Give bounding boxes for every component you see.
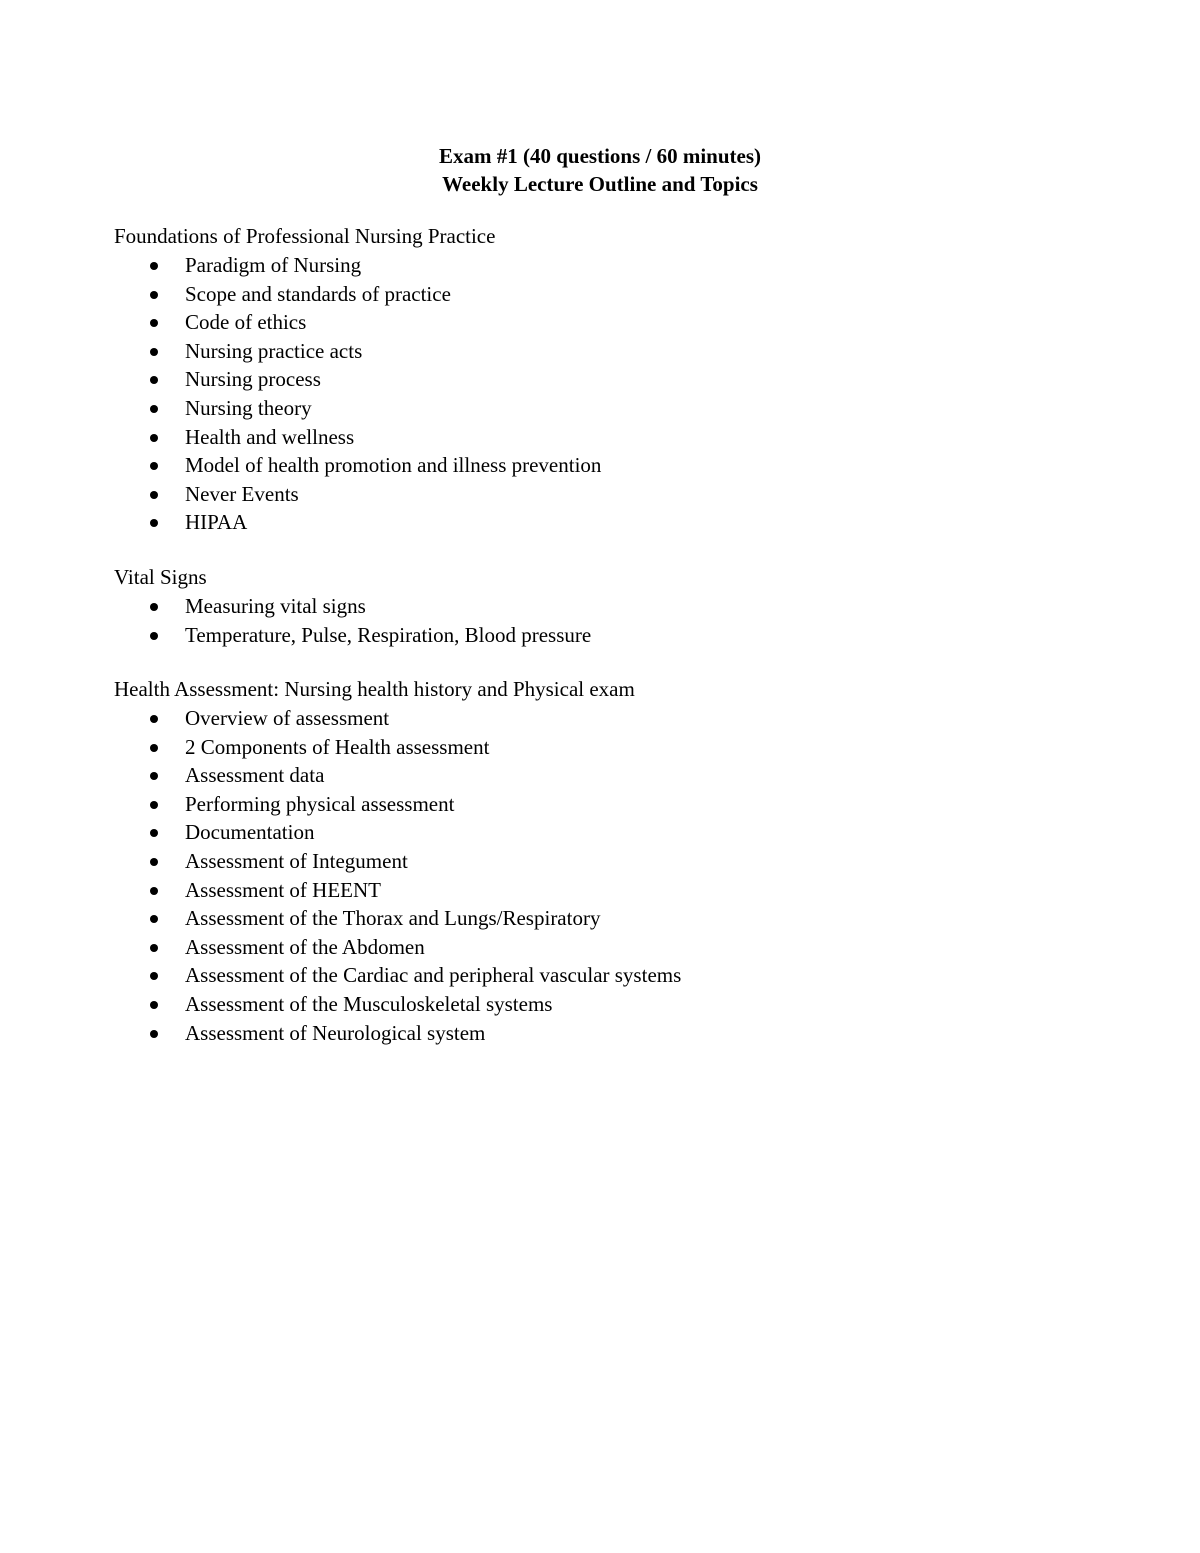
list-item-text: Paradigm of Nursing [185,253,362,277]
list-item-text: Measuring vital signs [185,594,366,618]
list-item [114,251,1114,280]
list-item [114,990,1114,1019]
bullet-icon [150,462,158,470]
bullet-icon [150,858,158,866]
list-item [114,365,1114,394]
list-item [114,423,1114,452]
list-item-text: Assessment of HEENT [185,877,381,902]
bullet-icon [150,772,158,780]
section-vital-signs [114,563,1114,649]
title-block [0,142,1200,198]
bullet-icon [150,944,158,952]
bullet-icon [150,262,158,270]
list-item-text: Assessment of the Thorax and Lungs/Respiratory [185,906,601,931]
bullet-icon [150,972,158,980]
list-item-text: 2 Components of Health assessment [185,734,490,759]
list-item-text: Assessment of the Musculoskeletal systems [185,991,553,1016]
bullet-icon [150,801,158,809]
bullet-icon [150,1030,158,1038]
list-item [114,790,1114,819]
list-item-text: Model of health promotion and illness prevention [185,453,602,478]
section-health-assessment [114,675,1114,1047]
list-item-text: Temperature, Pulse, Respiration, Blood pressure [185,622,592,647]
list-item-text: Documentation [185,820,315,845]
list-item-text: Health and wellness [185,424,355,449]
list-item [114,592,1114,621]
list-item [114,904,1114,933]
bullet-icon [150,405,158,413]
list-item-text: Overview of assessment [185,706,390,730]
list-item [114,480,1114,509]
list-item-text: Scope and standards of practice [185,281,451,306]
list-item [114,280,1114,309]
bullet-icon [150,632,158,640]
list-item-text: Assessment of the Abdomen [185,934,425,959]
list-item [114,876,1114,905]
bullet-icon [150,744,158,752]
bullet-icon [150,519,158,527]
bullet-icon [150,491,158,499]
list-item-text: Assessment of Integument [185,848,408,873]
list-item-text: Assessment data [185,763,325,788]
bullet-icon [150,434,158,442]
bullet-icon [150,829,158,837]
list-item [114,704,1114,733]
section-heading: Foundations of Professional Nursing Practice [114,224,496,248]
list-item-text: Assessment of the Cardiac and peripheral vascular systems [185,963,682,988]
list-item [114,394,1114,423]
bullet-icon [150,319,158,327]
bullet-icon [150,915,158,923]
bullet-icon [150,603,158,611]
section-heading: Vital Signs [114,565,207,589]
topic-list [114,251,1114,537]
list-item [114,818,1114,847]
list-item [114,733,1114,762]
bullet-icon [150,348,158,356]
list-item-text: HIPAA [185,510,248,535]
document-title: Exam #1 (40 questions / 60 minutes) [438,144,762,168]
list-item [114,308,1114,337]
list-item [114,337,1114,366]
list-item [114,1019,1114,1048]
list-item [114,933,1114,962]
list-item [114,451,1114,480]
bullet-icon [150,887,158,895]
list-item-text: Never Events [185,481,299,506]
section-heading: Health Assessment: Nursing health history and Physical exam [114,677,635,701]
document-subtitle: Weekly Lecture Outline and Topics [442,172,758,196]
list-item-text: Nursing practice acts [185,338,363,363]
bullet-icon [150,1001,158,1009]
list-item-text: Performing physical assessment [185,791,455,816]
list-item [114,961,1114,990]
list-item-text: Code of ethics [185,310,307,335]
section-foundations [114,222,1114,537]
list-item [114,508,1114,537]
bullet-icon [150,291,158,299]
topic-list [114,592,1114,649]
topic-list [114,704,1114,1047]
list-item-text: Nursing process [185,367,321,392]
list-item-text: Assessment of Neurological system [185,1020,486,1045]
bullet-icon [150,376,158,384]
list-item-text: Nursing theory [185,395,312,420]
bullet-icon [150,715,158,723]
list-item [114,621,1114,650]
list-item [114,761,1114,790]
list-item [114,847,1114,876]
